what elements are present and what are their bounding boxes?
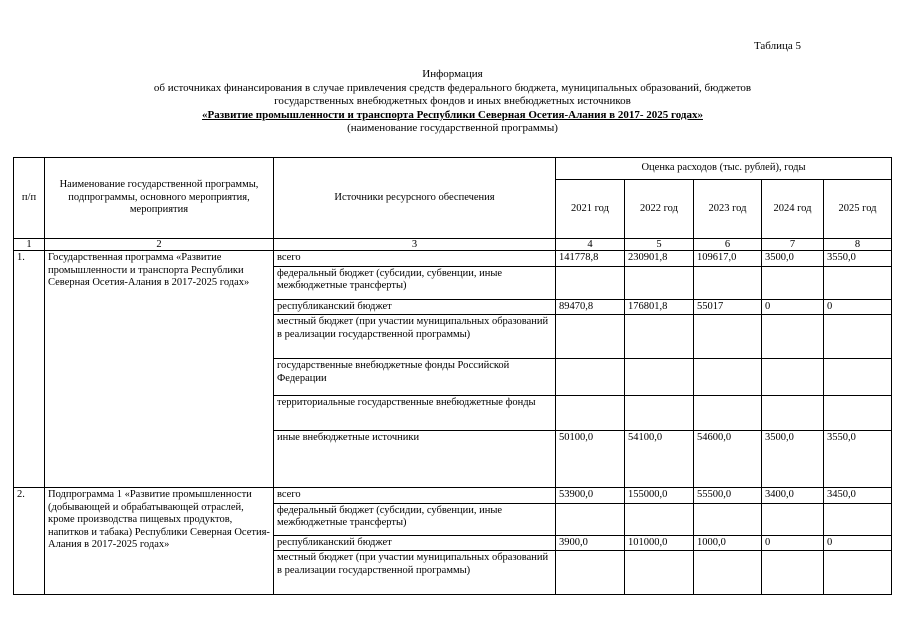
value-cell: 230901,8: [625, 251, 694, 267]
value-cell: 3900,0: [556, 535, 625, 551]
value-cell: 53900,0: [556, 488, 625, 504]
header-num: п/п: [14, 158, 45, 239]
column-number: 5: [625, 239, 694, 251]
financing-table: [13, 157, 892, 595]
value-cell: 109617,0: [694, 251, 762, 267]
value-cell: 89470,8: [556, 299, 625, 315]
document-heading: [0, 68, 905, 136]
value-cell: 0: [762, 535, 824, 551]
value-cell: [625, 503, 694, 535]
source-cell: федеральный бюджет (субсидии, субвенции, иные межбюджетные трансферты): [274, 503, 556, 535]
source-cell: государственные внебюджетные фонды Российской Федерации: [274, 359, 556, 396]
source-cell: местный бюджет (при участии муниципальных образований в реализации государственной программы): [274, 551, 556, 595]
value-cell: [556, 503, 625, 535]
value-cell: [625, 266, 694, 299]
header-year: 2022 год: [625, 180, 694, 239]
source-cell: всего: [274, 251, 556, 267]
header-sources: Источники ресурсного обеспечения: [274, 158, 556, 239]
value-cell: 55500,0: [694, 488, 762, 504]
value-cell: [556, 396, 625, 431]
value-cell: [625, 315, 694, 359]
value-cell: [762, 396, 824, 431]
header-year: 2021 год: [556, 180, 625, 239]
value-cell: [762, 315, 824, 359]
value-cell: 0: [824, 535, 892, 551]
value-cell: [824, 266, 892, 299]
source-cell: республиканский бюджет: [274, 535, 556, 551]
table-row: [14, 488, 892, 504]
value-cell: [694, 315, 762, 359]
column-number: 6: [694, 239, 762, 251]
column-number: 1: [14, 239, 45, 251]
program-title-cell: Государственная программа «Развитие промышленности и транспорта Республики Северная Осетия-Алания в 2017-2025 годах»: [45, 251, 274, 488]
value-cell: [556, 266, 625, 299]
program-title-cell: Подпрограмма 1 «Развитие промышленности (добывающей и обрабатывающей отраслей, кроме производства пищевых продуктов, напитков и табака) Республики Северная Осетия-Алания в 2017-2025 годах»: [45, 488, 274, 595]
value-cell: 3450,0: [824, 488, 892, 504]
source-cell: всего: [274, 488, 556, 504]
value-cell: 54100,0: [625, 431, 694, 488]
value-cell: [625, 359, 694, 396]
source-cell: республиканский бюджет: [274, 299, 556, 315]
value-cell: [762, 551, 824, 595]
value-cell: [556, 359, 625, 396]
value-cell: 0: [762, 299, 824, 315]
header-year: 2025 год: [824, 180, 892, 239]
table-body: [14, 251, 892, 595]
program-name: «Развитие промышленности и транспорта Республики Северная Осетия-Алания в 2017- 2025 годах»: [202, 108, 703, 121]
value-cell: 141778,8: [556, 251, 625, 267]
source-cell: федеральный бюджет (субсидии, субвенции, иные межбюджетные трансферты): [274, 266, 556, 299]
header-estimate: Оценка расходов (тыс. рублей), годы: [556, 158, 892, 180]
value-cell: 3500,0: [762, 251, 824, 267]
heading-subtitle-line2: государственных внебюджетных фондов и иных внебюджетных источников: [274, 95, 631, 107]
value-cell: [625, 551, 694, 595]
value-cell: 3400,0: [762, 488, 824, 504]
value-cell: 3550,0: [824, 251, 892, 267]
column-number: 4: [556, 239, 625, 251]
value-cell: 55017: [694, 299, 762, 315]
header-year: 2023 год: [694, 180, 762, 239]
value-cell: 50100,0: [556, 431, 625, 488]
value-cell: [694, 396, 762, 431]
value-cell: [556, 315, 625, 359]
source-cell: иные внебюджетные источники: [274, 431, 556, 488]
value-cell: [824, 315, 892, 359]
value-cell: [694, 551, 762, 595]
value-cell: 3500,0: [762, 431, 824, 488]
value-cell: [824, 551, 892, 595]
row-number: 2.: [14, 488, 45, 595]
value-cell: 155000,0: [625, 488, 694, 504]
value-cell: [694, 503, 762, 535]
row-number: 1.: [14, 251, 45, 488]
value-cell: [694, 359, 762, 396]
value-cell: [694, 266, 762, 299]
value-cell: 1000,0: [694, 535, 762, 551]
value-cell: 54600,0: [694, 431, 762, 488]
source-cell: местный бюджет (при участии муниципальных образований в реализации государственной программы): [274, 315, 556, 359]
heading-subtitle-line1: об источниках финансирования в случае привлечения средств федерального бюджета, муниципальных образований, бюджетов: [153, 81, 752, 94]
value-cell: [762, 503, 824, 535]
column-number: 7: [762, 239, 824, 251]
column-number: 8: [824, 239, 892, 251]
column-number: 2: [45, 239, 274, 251]
program-name-note: (наименование государственной программы): [347, 122, 558, 134]
value-cell: [824, 396, 892, 431]
value-cell: [556, 551, 625, 595]
table-number-label: Таблица 5: [753, 40, 801, 52]
column-number: 3: [274, 239, 556, 251]
value-cell: 101000,0: [625, 535, 694, 551]
value-cell: 3550,0: [824, 431, 892, 488]
table-row: [14, 251, 892, 267]
value-cell: 0: [824, 299, 892, 315]
value-cell: 176801,8: [625, 299, 694, 315]
value-cell: [762, 266, 824, 299]
header-name: Наименование государственной программы, подпрограммы, основного мероприятия, мероприятия: [45, 158, 274, 239]
value-cell: [625, 396, 694, 431]
value-cell: [824, 503, 892, 535]
value-cell: [824, 359, 892, 396]
source-cell: территориальные государственные внебюджетные фонды: [274, 396, 556, 431]
header-year: 2024 год: [762, 180, 824, 239]
value-cell: [762, 359, 824, 396]
heading-title: Информация: [422, 68, 483, 80]
